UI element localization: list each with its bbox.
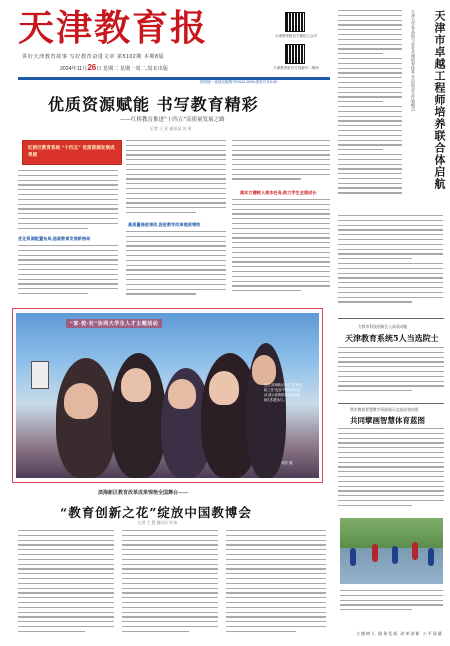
person-face [209,371,239,405]
footer-slogan: 立德树人 服务发展 改革创新 公平质量 [356,631,443,636]
event-photo[interactable] [16,313,319,478]
person-face [252,355,276,385]
article-body [338,428,444,514]
photo-author: 刘芳 摄 [281,461,293,465]
sports-photo[interactable] [340,518,443,584]
article-body [18,170,118,232]
story-kicker: 我市教育智慧教学资源展示交流成效初现 [350,408,419,412]
runner-figure [372,544,378,562]
story-headline[interactable]: 天津教育系统5人当选院士 [345,333,439,343]
date-day: 26 [87,63,97,72]
lead-headline[interactable]: 优质资源赋能 书写教育精彩 [48,95,259,114]
article-body [338,347,444,397]
article-body [232,199,330,301]
article-body [338,215,443,305]
photo-banner: “家·校·社”协同大学生人才主题活动 [66,319,162,328]
lead-subtitle: ——红桥教育推进“十四五”高质量发展之路 [120,117,225,123]
date-suffix: 日 星期二 星期一周二,周末出版 [96,66,168,72]
qr-code-icon[interactable] [285,12,305,32]
runner-figure [350,548,356,566]
article-body [126,140,226,218]
phone-icon [31,361,49,389]
article-body [226,530,326,640]
article-body [126,231,226,301]
person-face [64,383,98,419]
article-body [338,10,402,210]
person-face [121,368,151,402]
qr-code-icon[interactable] [285,44,305,64]
vertical-headline[interactable]: 天津市卓越工程师培养联合体启航 [433,10,446,190]
publication-note: 国内统一连续出版物号CN12-0026 邮发代号5-40 [200,80,277,84]
masthead-title: 天津教育报 [18,7,209,49]
date-prefix: 2024年11月 [60,66,88,72]
banner-text: 红桥区教育系统 “十四五” 优质资源发展成果展 [28,146,115,158]
photo-caption: 近日,滨海新区举办“教育创新之花”绽放中国教博会活动,展示滨海教育创新成果,师生积极参与。 [264,383,302,402]
lead-byline: 记者 王 亚 通讯员 苏 英 [150,126,192,131]
section-subhead: 落实立德树人根本任务,助力学生全面成长 [240,190,317,195]
masthead-rule [18,77,330,80]
feature-byline: 记者 王 慧 通讯员 刘 伟 [138,521,178,525]
feature-headline[interactable]: “教育创新之花”绽放中国教博会 [60,505,252,520]
feature-kicker: 滨海新区教育改革成果惊艳全国舞台—— [98,490,189,496]
masthead-tagline: 讲好天津教育故事 写好教育奋进文章 第5102期 本期8版 [22,54,165,60]
section-subhead: 优化资源配置布局,造就教育发展新格局 [18,236,91,241]
article-body [232,140,330,186]
divider [338,318,444,319]
article-body [122,530,218,640]
divider [338,403,444,404]
person-face [168,379,196,409]
section-subhead: 高质量推进课改,促进教学改革提质增效 [128,222,201,227]
runner-figure [392,546,398,564]
issue-date [60,63,168,72]
qr-caption: 天津教育报官方视频号二维码 [273,66,319,70]
runner-figure [412,542,418,560]
article-body [18,530,114,640]
photo-caption-body [340,590,443,622]
story-headline[interactable]: 共同擘画智慧体育蓝图 [350,416,425,425]
runner-figure [428,548,434,566]
qr-caption: 天津教育报官方微信公众号 [275,34,317,38]
vertical-subhead: 天津大学等高校与企业共建培养体系 开启校企合作新模式 [411,10,416,112]
story-kicker: 为我市科技创新注入高质动能 [358,325,408,329]
article-body [18,245,118,301]
